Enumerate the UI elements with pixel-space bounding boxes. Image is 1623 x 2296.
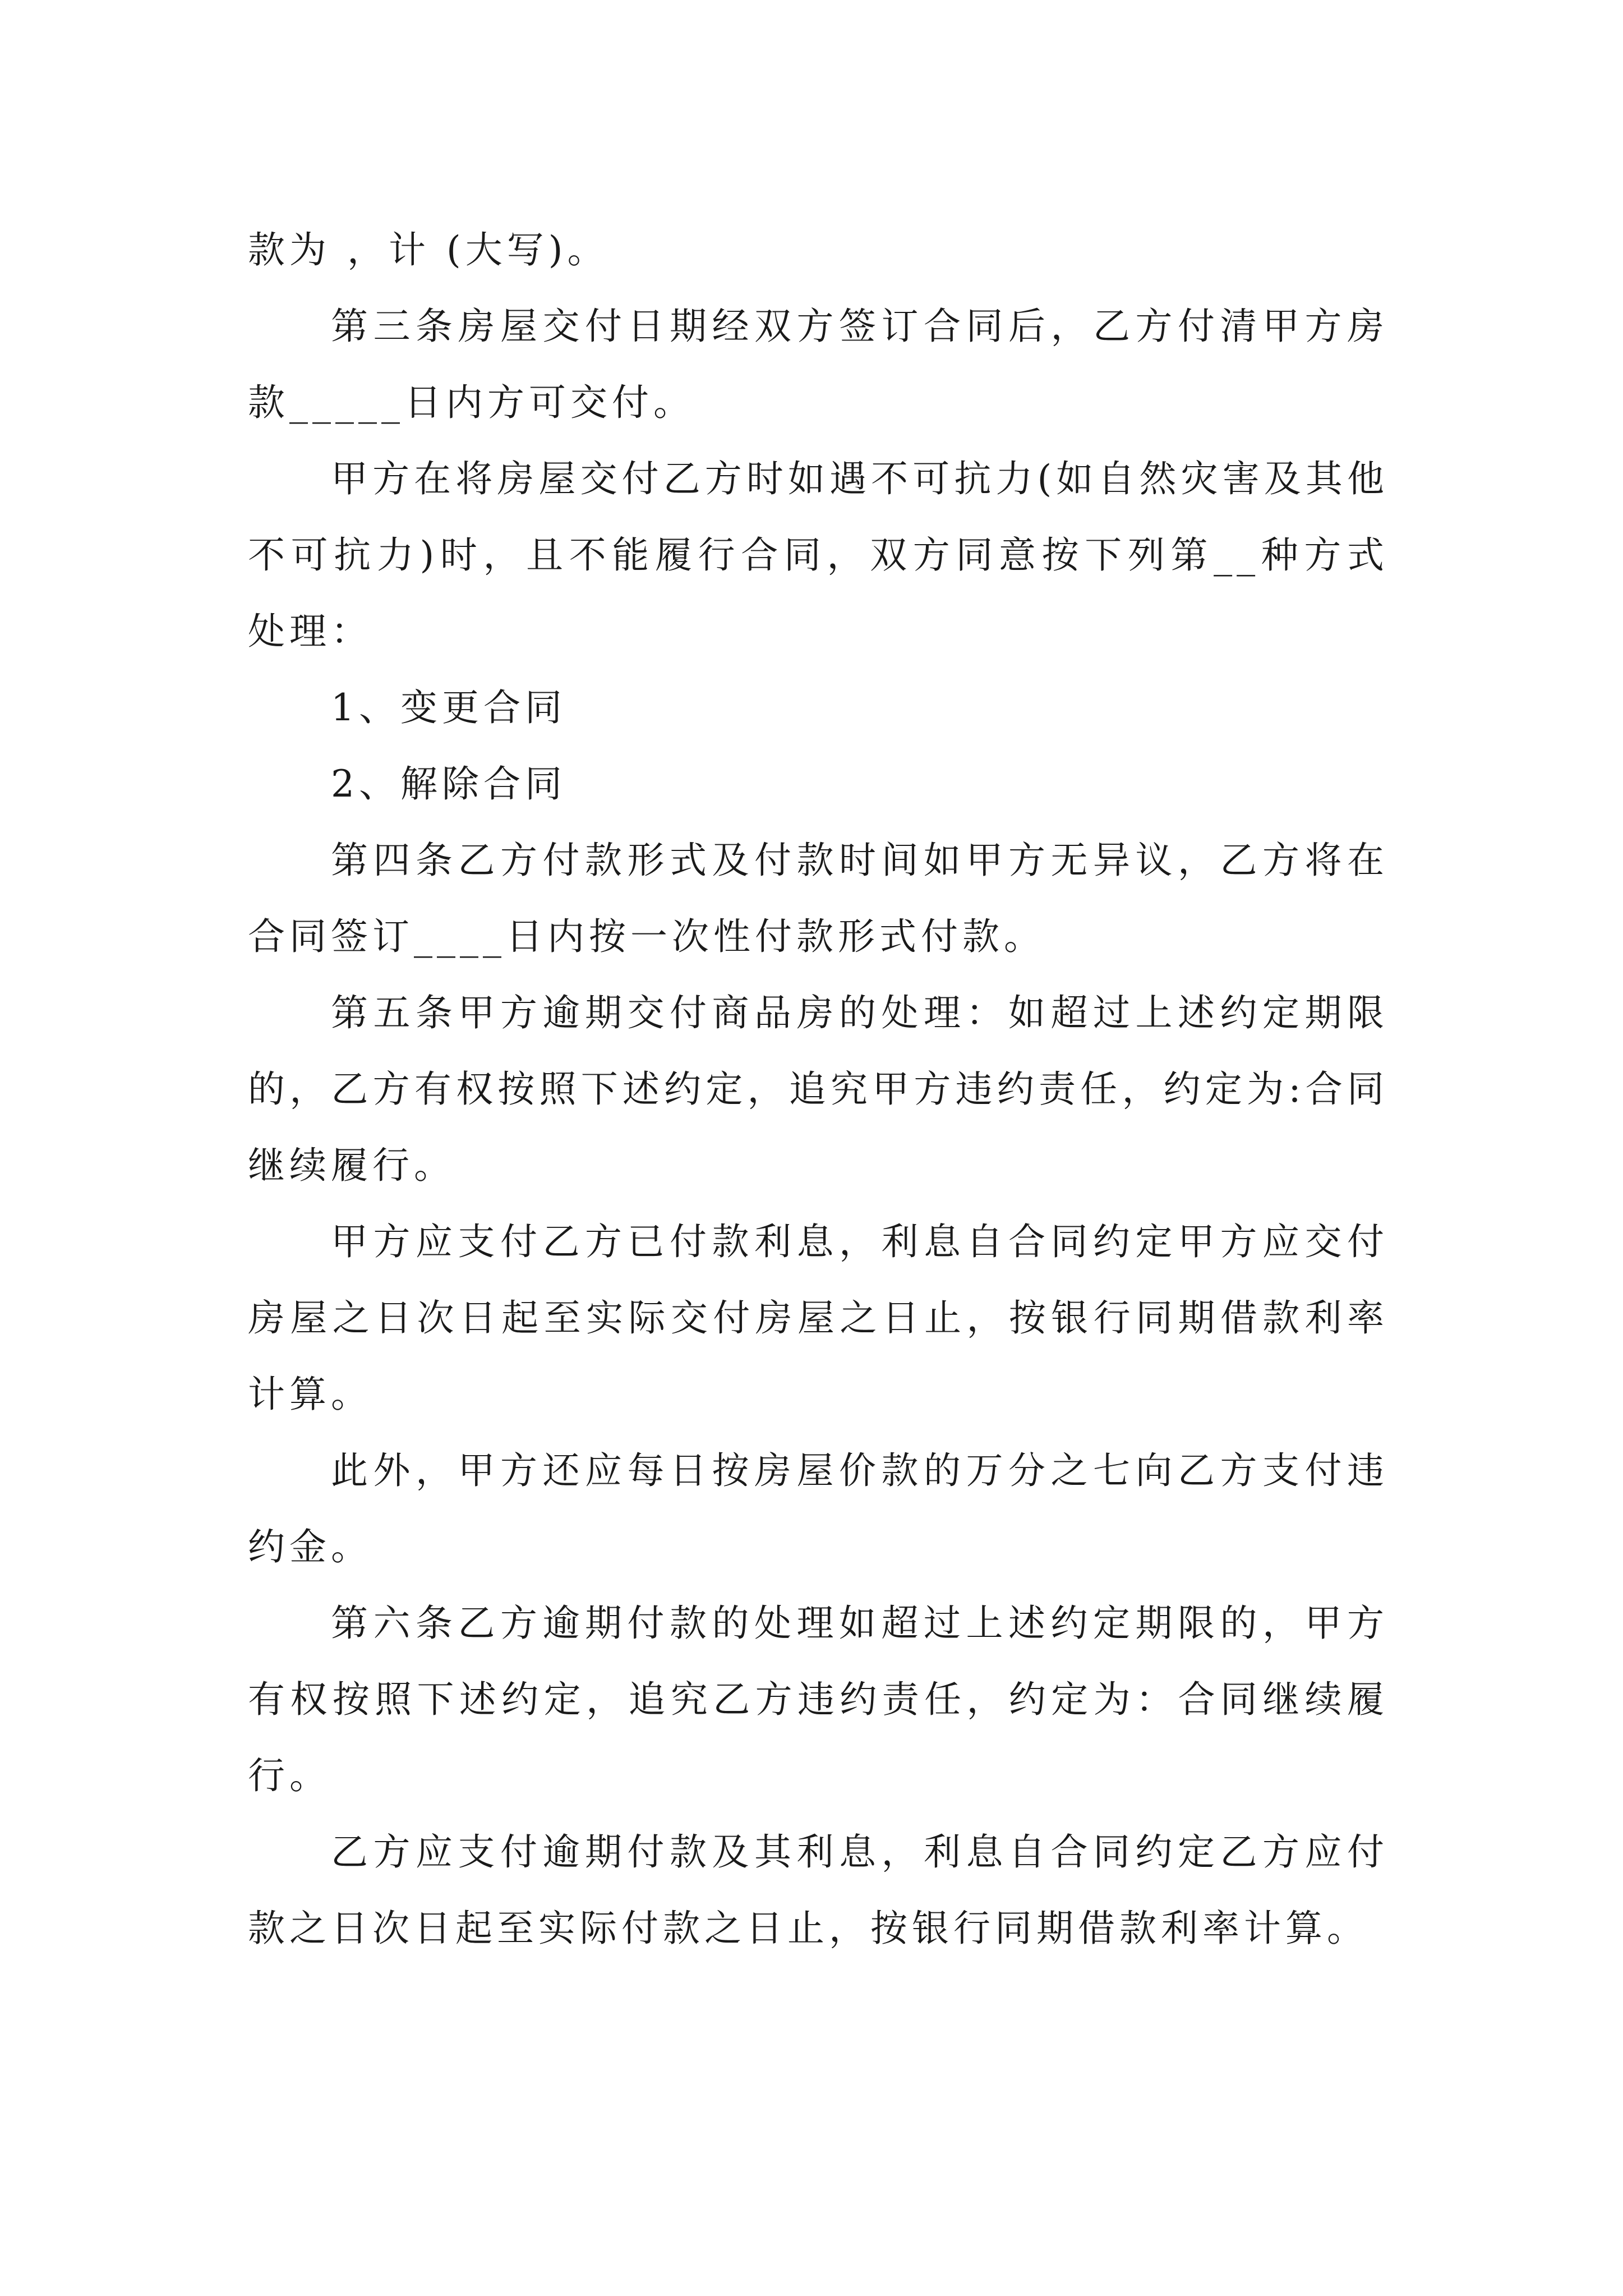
paragraph-article-5: 第五条甲方逾期交付商品房的处理：如超过上述约定期限的，乙方有权按照下述约定，追究甲方违约责任，约定为:合同继续履行。 bbox=[248, 991, 1389, 1187]
paragraph-force-majeure: 甲方在将房屋交付乙方时如遇不可抗力(如自然灾害及其他不可抗力)时，且不能履行合同，双方同意按下列第__种方式处理： bbox=[248, 457, 1389, 653]
paragraph-seller-interest: 甲方应支付乙方已付款利息，利息自合同约定甲方应交付房屋之日次日起至实际交付房屋之日止，按银行同期借款利率计算。 bbox=[248, 1220, 1389, 1416]
list-item-terminate-contract: 2、解除合同 bbox=[331, 762, 566, 806]
document-body bbox=[248, 212, 1389, 1967]
paragraph-payment-amount: 款为 ，计 (大写)。 bbox=[248, 228, 609, 272]
paragraph-article-6: 第六条乙方逾期付款的处理如超过上述约定期限的，甲方有权按照下述约定，追究乙方违约责任，约定为：合同继续履行。 bbox=[248, 1602, 1389, 1797]
paragraph-penalty: 此外，甲方还应每日按房屋价款的万分之七向乙方支付违约金。 bbox=[248, 1449, 1389, 1568]
paragraph-article-4: 第四条乙方付款形式及付款时间如甲方无异议，乙方将在合同签订____日内按一次性付款形式付款。 bbox=[248, 839, 1389, 958]
paragraph-article-3: 第三条房屋交付日期经双方签订合同后，乙方付清甲方房款_____日内方可交付。 bbox=[248, 305, 1389, 424]
paragraph-buyer-interest: 乙方应支付逾期付款及其利息，利息自合同约定乙方应付款之日次日起至实际付款之日止，按银行同期借款利率计算。 bbox=[248, 1830, 1389, 1950]
list-item-change-contract: 1、变更合同 bbox=[331, 686, 566, 729]
